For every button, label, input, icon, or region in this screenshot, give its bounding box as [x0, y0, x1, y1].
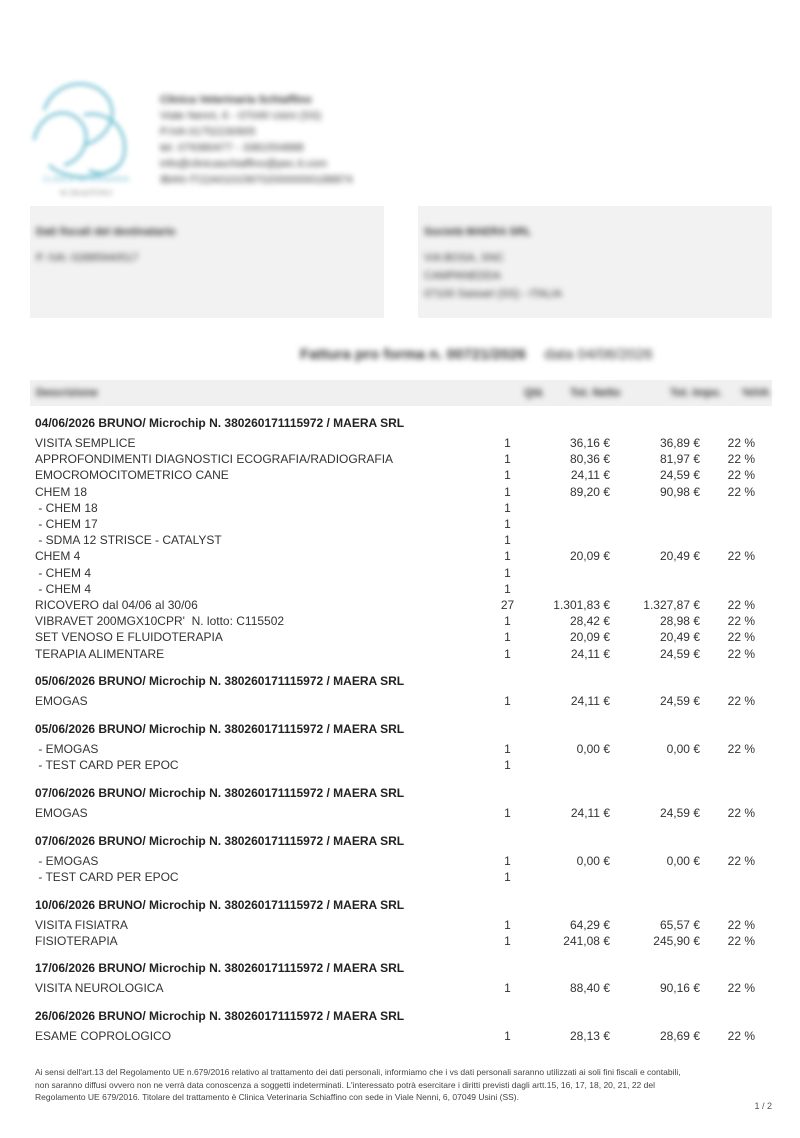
table-row: [35, 582, 755, 598]
document-number: Fattura pro forma n. 00721/2026: [300, 346, 526, 363]
section-header: 26/06/2026 BRUNO/ Microchip N. 380260171115972 / MAERA SRL: [35, 1009, 405, 1024]
privacy-notice: Ai sensi dell'art.13 del Regolamento UE n.679/2016 relativo al trattamento dei dati personali, informiamo che i vs dati personali saranno utilizzati ai soli fini fiscali e contabili, non saranno diffusi ovvero non ne verrà data conoscenza a soggetti indeterminati. L'interessato potrà esercitare i diritti previsti dagli artt.15, 16, 17, 18, 20, 21, 22 del Regolamento UE 679/2016. Titolare del trattamento è Clinica Veterinaria Schiaffino con sede in Viale Nenni, 6, 07049 Usini (SS).: [35, 1067, 681, 1102]
item-description: CHEM 4: [35, 549, 81, 564]
item-gross-total: 28,69 €: [659, 1029, 700, 1044]
item-vat-rate: 22 %: [727, 917, 755, 932]
table-row: [35, 517, 755, 533]
item-description: EMOGAS: [35, 694, 88, 709]
clinic-info-line: P.IVA 01752230905: [160, 126, 256, 138]
table-row: [35, 870, 755, 886]
item-net-total: 28,13 €: [569, 1029, 610, 1044]
item-vat-rate: 22 %: [727, 646, 755, 661]
company-box: [418, 206, 772, 318]
document-date: data 04/06/2026: [544, 346, 653, 363]
item-vat-rate: 22 %: [727, 853, 755, 868]
clinic-logo: [24, 70, 149, 200]
item-description: VIBRAVET 200MGX10CPR' N. lotto: C115502: [35, 614, 285, 629]
item-quantity: 1: [504, 436, 511, 450]
item-quantity: 1: [504, 614, 511, 629]
table-row: [35, 533, 755, 549]
item-net-total: 88,40 €: [569, 981, 610, 996]
item-vat-rate: 22 %: [727, 694, 755, 709]
item-description: RICOVERO dal 04/06 al 30/06: [35, 598, 198, 612]
item-vat-rate: 22 %: [727, 452, 755, 467]
clinic-info-line: tel. 079380477 - 3381554888: [160, 142, 304, 154]
item-vat-rate: 22 %: [727, 742, 755, 756]
recipient-box: [30, 206, 384, 318]
item-description: - TEST CARD PER EPOC: [35, 869, 179, 884]
item-description: FISIOTERAPIA: [35, 933, 118, 948]
column-description: Descrizione: [36, 387, 98, 399]
column-qty: Qtà: [524, 387, 543, 399]
item-vat-rate: 22 %: [727, 805, 755, 820]
item-description: - SDMA 12 STRISCE - CATALYST: [35, 533, 222, 548]
item-quantity: 1: [504, 758, 511, 773]
item-quantity: 1: [504, 630, 511, 645]
item-gross-total: 0,00 €: [666, 742, 700, 756]
item-net-total: 80,36 €: [569, 452, 610, 467]
item-quantity: 1: [504, 517, 511, 531]
table-row: [35, 854, 755, 870]
item-vat-rate: 22 %: [727, 598, 755, 612]
item-description: - EMOGAS: [35, 742, 99, 756]
item-gross-total: 24,59 €: [659, 646, 700, 661]
table-row: [35, 436, 755, 452]
clinic-info-line: IBAN IT22A0101587020000000188874: [160, 174, 353, 186]
item-net-total: 28,42 €: [569, 614, 610, 629]
recipient-title: Dati fiscali del destinatario: [36, 226, 176, 238]
item-vat-rate: 22 %: [727, 933, 755, 948]
column-vat: %IVA: [742, 387, 770, 399]
section-header: 05/06/2026 BRUNO/ Microchip N. 380260171115972 / MAERA SRL: [35, 722, 405, 736]
item-vat-rate: 22 %: [727, 484, 755, 499]
clinic-info: [160, 92, 353, 188]
table-row: [35, 758, 755, 774]
section-header: 04/06/2026 BRUNO/ Microchip N. 380260171115972 / MAERA SRL: [35, 416, 405, 430]
table-row: [35, 598, 755, 614]
company-address-line: VIA BOSA, SNC: [424, 252, 505, 264]
item-gross-total: 24,59 €: [659, 468, 700, 483]
item-quantity: 1: [504, 549, 511, 564]
item-description: - CHEM 4: [35, 581, 92, 596]
logo-text-line2: SCHIAFFINO: [59, 188, 113, 198]
item-gross-total: 28,98 €: [659, 614, 700, 629]
table-row: [35, 1029, 755, 1045]
table-row: [35, 934, 755, 950]
item-gross-total: 90,16 €: [659, 981, 700, 996]
item-net-total: 36,16 €: [569, 436, 610, 450]
item-quantity: 1: [504, 1029, 511, 1044]
clinic-info-line: info@clinicaschiaffino@pec.it.com: [160, 158, 328, 170]
item-description: VISITA SEMPLICE: [35, 436, 136, 450]
item-description: VISITA NEUROLOGICA: [35, 981, 164, 996]
item-quantity: 1: [504, 500, 511, 515]
item-gross-total: 20,49 €: [659, 630, 700, 645]
document-title: [300, 346, 653, 363]
item-quantity: 1: [504, 933, 511, 948]
item-net-total: 24,11 €: [570, 805, 610, 820]
recipient-vat: P. IVA: 02885940517: [36, 252, 139, 264]
item-net-total: 241,08 €: [563, 933, 610, 948]
item-net-total: 24,11 €: [570, 694, 610, 709]
item-description: CHEM 18: [35, 484, 88, 499]
item-net-total: 20,09 €: [569, 630, 610, 645]
item-gross-total: 65,57 €: [659, 917, 700, 932]
item-description: ESAME COPROLOGICO: [35, 1029, 172, 1044]
item-quantity: 1: [504, 468, 511, 483]
company-name: Società MAERA SRL: [424, 226, 532, 238]
item-quantity: 1: [504, 869, 511, 884]
table-row: [35, 981, 755, 997]
item-net-total: 89,20 €: [569, 484, 610, 499]
item-gross-total: 245,90 €: [653, 933, 700, 948]
item-gross-total: 1.327,87 €: [643, 598, 700, 612]
table-row: [35, 647, 755, 663]
table-row: [35, 806, 755, 822]
table-row: [35, 630, 755, 646]
item-vat-rate: 22 %: [727, 630, 755, 645]
item-description: VISITA FISIATRA: [35, 917, 128, 932]
page-number: 1 / 2: [754, 1101, 772, 1111]
item-gross-total: 20,49 €: [659, 549, 700, 564]
item-gross-total: 36,89 €: [659, 436, 700, 450]
item-gross-total: 0,00 €: [666, 853, 700, 868]
item-quantity: 1: [504, 646, 511, 661]
item-description: EMOGAS: [35, 805, 88, 820]
item-description: TERAPIA ALIMENTARE: [35, 646, 165, 661]
section-header: 07/06/2026 BRUNO/ Microchip N. 380260171115972 / MAERA SRL: [35, 833, 405, 848]
item-net-total: 24,11 €: [570, 468, 610, 483]
column-gross: Tot. Impo.: [670, 387, 722, 399]
item-net-total: 0,00 €: [576, 853, 610, 868]
item-quantity: 1: [504, 853, 511, 868]
item-description: - CHEM 17: [35, 517, 98, 531]
item-vat-rate: 22 %: [727, 1029, 755, 1044]
table-row: [35, 566, 755, 582]
table-row: [35, 694, 755, 710]
item-quantity: 1: [504, 452, 511, 467]
item-vat-rate: 22 %: [727, 436, 755, 450]
item-quantity: 1: [504, 694, 511, 709]
item-net-total: 1.301,83 €: [553, 598, 610, 612]
table-row: [35, 485, 755, 501]
item-description: - EMOGAS: [35, 853, 99, 868]
item-description: - TEST CARD PER EPOC: [35, 758, 179, 773]
item-description: - CHEM 4: [35, 565, 92, 580]
item-quantity: 1: [504, 805, 511, 820]
item-gross-total: 24,59 €: [659, 805, 700, 820]
column-net: Tot. Netto: [570, 387, 621, 399]
table-row: [35, 742, 755, 758]
item-gross-total: 24,59 €: [659, 694, 700, 709]
item-net-total: 24,11 €: [570, 646, 610, 661]
item-net-total: 20,09 €: [569, 549, 610, 564]
table-row: [35, 452, 755, 468]
table-row: [35, 918, 755, 934]
item-quantity: 1: [504, 742, 511, 756]
section-header: 05/06/2026 BRUNO/ Microchip N. 380260171115972 / MAERA SRL: [35, 674, 405, 689]
logo-text-line1: CLINICA VETERINARIA: [42, 175, 130, 184]
item-quantity: 1: [504, 533, 511, 548]
company-address-line: 07100 Sassari (SS) - ITALIA: [424, 288, 562, 300]
item-gross-total: 81,97 €: [659, 452, 700, 467]
item-quantity: 1: [504, 917, 511, 932]
section-header: 17/06/2026 BRUNO/ Microchip N. 380260171115972 / MAERA SRL: [35, 961, 405, 976]
section-header: 10/06/2026 BRUNO/ Microchip N. 380260171115972 / MAERA SRL: [35, 897, 405, 912]
clinic-info-line: Viale Nenni, 6 - 07049 Usini (SS): [160, 110, 322, 122]
item-net-total: 64,29 €: [569, 917, 610, 932]
item-vat-rate: 22 %: [727, 614, 755, 629]
item-description: SET VENOSO E FLUIDOTERAPIA: [35, 630, 223, 645]
item-vat-rate: 22 %: [727, 981, 755, 996]
item-description: - CHEM 18: [35, 500, 98, 515]
item-quantity: 27: [500, 598, 515, 612]
table-header: [30, 380, 772, 406]
item-net-total: 0,00 €: [576, 742, 610, 756]
item-quantity: 1: [504, 981, 511, 996]
company-address-line: CAMPANEDDA: [424, 270, 501, 282]
table-row: [35, 501, 755, 517]
item-description: APPROFONDIMENTI DIAGNOSTICI ECOGRAFIA/RADIOGRAFIA: [35, 452, 394, 467]
table-row: [35, 468, 755, 484]
table-row: [35, 614, 755, 630]
item-description: EMOCROMOCITOMETRICO CANE: [35, 468, 229, 483]
section-header: 07/06/2026 BRUNO/ Microchip N. 380260171115972 / MAERA SRL: [35, 785, 405, 800]
clinic-info-line: Clinica Veterinaria Schiaffino: [160, 94, 312, 106]
item-quantity: 1: [504, 581, 511, 596]
item-vat-rate: 22 %: [727, 549, 755, 564]
item-gross-total: 90,98 €: [659, 484, 700, 499]
item-quantity: 1: [504, 484, 511, 499]
table-row: [35, 549, 755, 565]
item-vat-rate: 22 %: [727, 468, 755, 483]
item-quantity: 1: [504, 565, 511, 580]
